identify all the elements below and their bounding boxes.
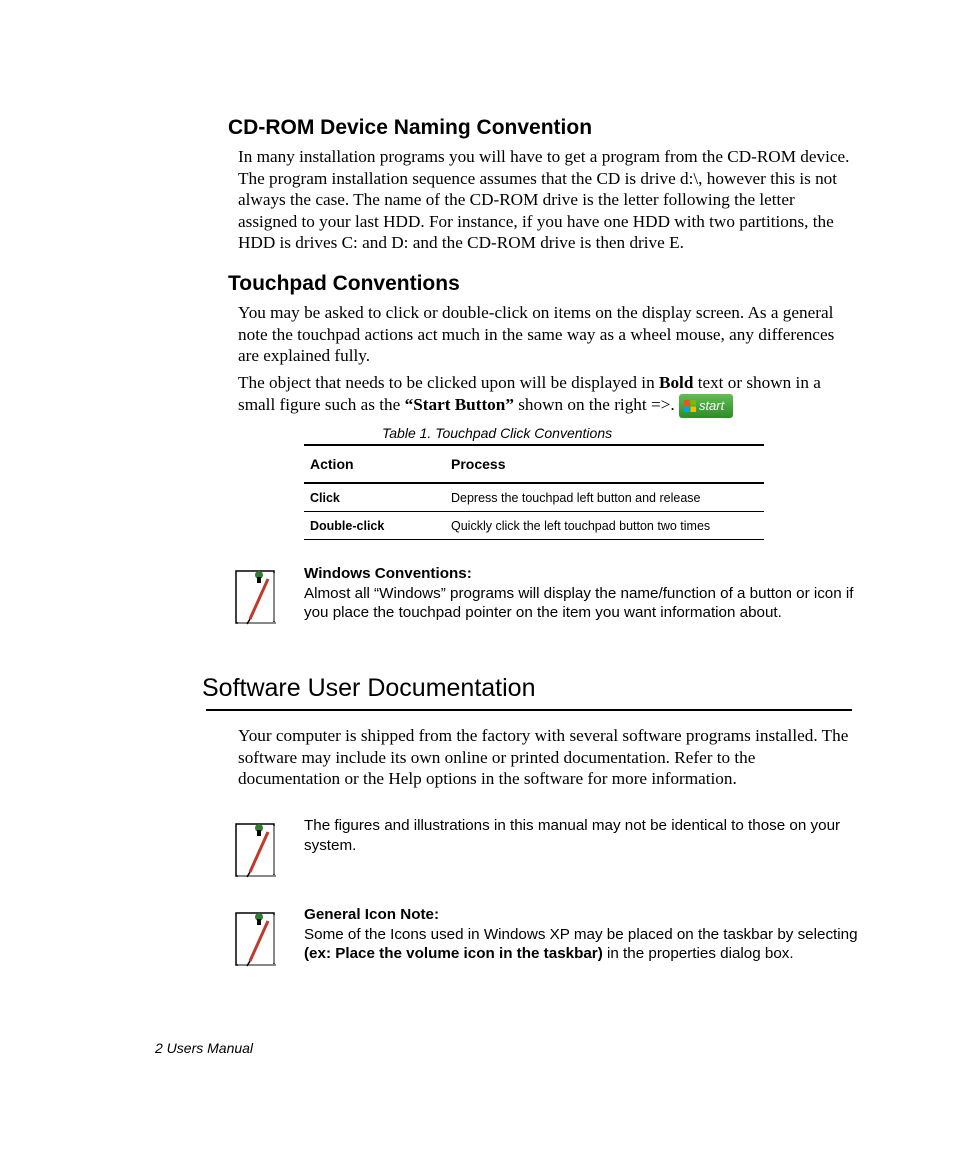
table-caption: Table 1. Touchpad Click Conventions — [382, 425, 613, 441]
note-icon-text-2: in the properties dialog box. — [602, 945, 794, 962]
start-button-label: start — [698, 397, 725, 413]
note-windows-text: Almost all “Windows” programs will display the name/function of a button or icon if you place the touchpad pointer on the item you want information about. — [304, 584, 854, 621]
software-heading: Software User Documentation — [202, 674, 536, 702]
table-cell-process: Depress the touchpad left button and release — [445, 483, 764, 512]
cdrom-paragraph: In many installation programs you will have to get a program from the CD-ROM device. The program installation sequence assumes that the CD is drive d:\, however this is not always the case. The name of the CD-ROM drive is the letter following the letter assigned to your last HDD. For instance, if you have one HDD with two partitions, the HDD is drives C: and D: and the CD-ROM drive is then drive E. — [238, 147, 850, 253]
p2-bold-1: Bold — [658, 373, 694, 392]
note-figures-text: The figures and illustrations in this manual may not be identical to those on your system. — [304, 817, 841, 854]
p2-bold-2: “Start Button” — [404, 394, 514, 414]
table-cell-action: Click — [304, 483, 445, 512]
note-pencil-icon — [232, 909, 280, 969]
note-icon-title: General Icon Note: — [304, 906, 440, 923]
note-icon-text-1: Some of the Icons used in Windows XP may be placed on the taskbar by selecting — [304, 925, 858, 943]
table-cell-process: Quickly click the left touchpad button two times — [445, 512, 764, 540]
table-row — [304, 483, 764, 512]
note-windows — [304, 564, 864, 623]
touchpad-paragraph-2 — [238, 372, 856, 418]
note-icon-bold: (ex: Place the volume icon in the taskbar) — [304, 945, 603, 962]
note-windows-title: Windows Conventions: — [304, 565, 472, 582]
touchpad-paragraph-1: You may be asked to click or double-click on items on the display screen. As a general note the touchpad actions act much in the same way as a wheel mouse, any differences are explained fully. — [238, 303, 835, 366]
cdrom-heading: CD-ROM Device Naming Convention — [228, 116, 593, 139]
heading-rule — [206, 709, 852, 711]
windows-flag-icon — [684, 400, 696, 412]
note-pencil-icon — [232, 820, 280, 880]
table-header-action: Action — [304, 445, 445, 483]
table-cell-action: Double-click — [304, 512, 445, 540]
p2-text-2: text or shown in a small figure such as the — [238, 373, 821, 414]
table-header-process: Process — [445, 445, 764, 483]
touchpad-heading: Touchpad Conventions — [228, 272, 460, 295]
note-icon — [304, 905, 864, 964]
page-footer: 2 Users Manual — [155, 1040, 254, 1056]
table-row — [304, 512, 764, 540]
note-icon-text — [304, 925, 864, 964]
note-pencil-icon — [232, 567, 280, 627]
p2-text-3: shown on the right =>. — [513, 394, 679, 414]
table-header-row — [304, 445, 764, 483]
touchpad-table — [304, 444, 764, 540]
start-button-figure — [679, 394, 733, 418]
software-paragraph: Your computer is shipped from the factory with several software programs installed. The software may include its own online or printed documentation. Refer to the documentation or the Help options in the software for more information. — [238, 726, 849, 789]
p2-text-1: The object that needs to be clicked upon will be displayed in — [238, 373, 659, 392]
